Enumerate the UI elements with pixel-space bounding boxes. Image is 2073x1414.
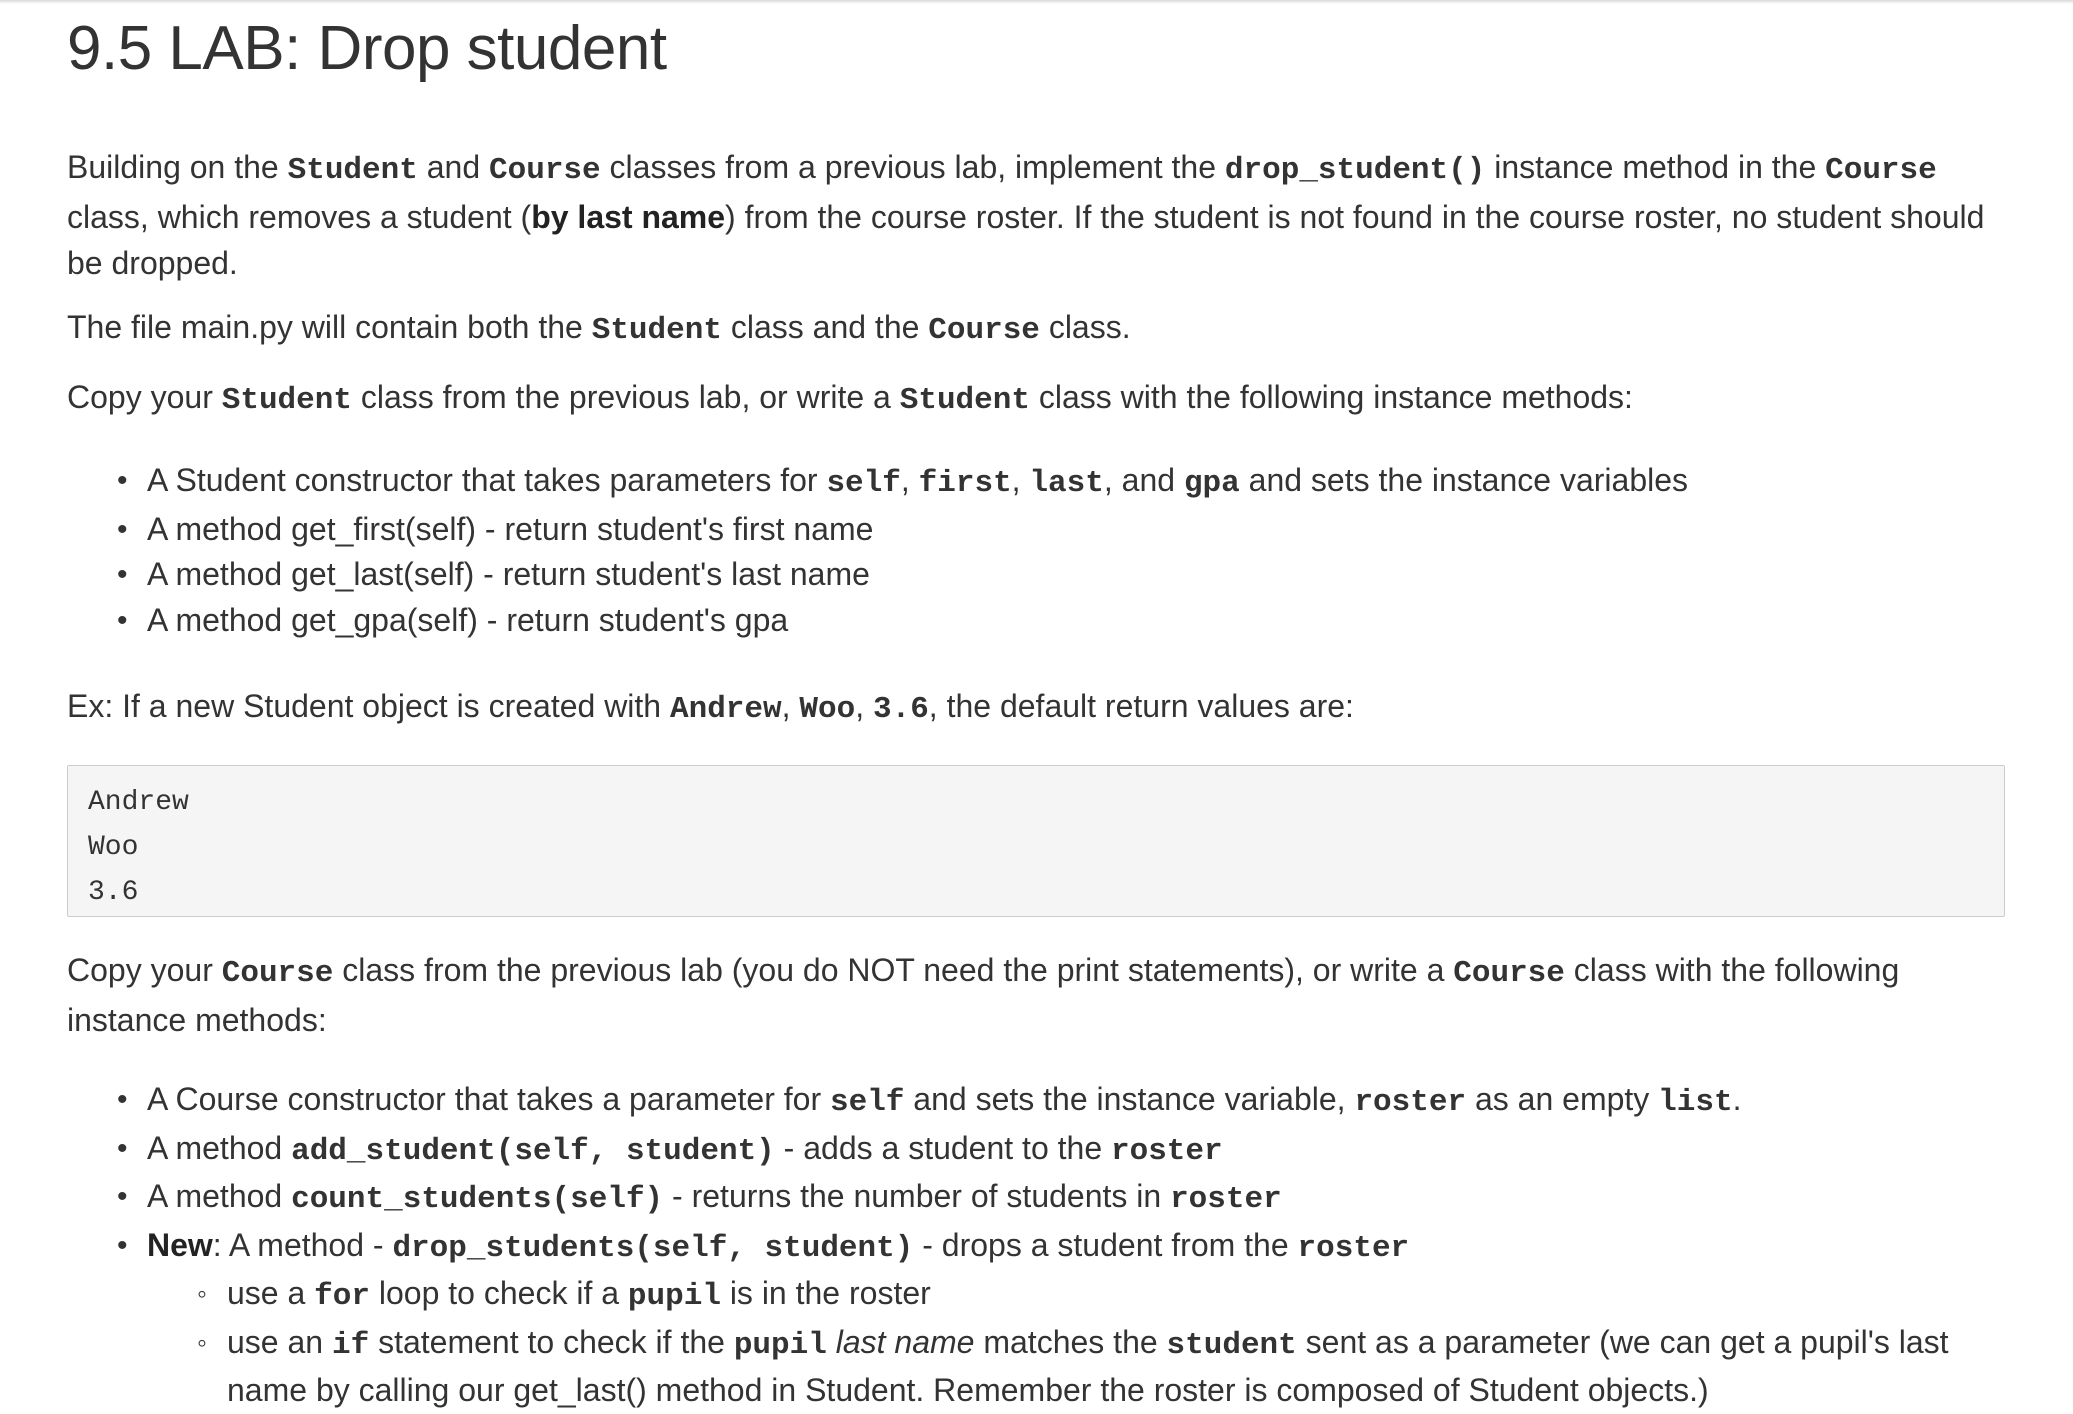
code-course: Course xyxy=(489,153,601,188)
code-course: Course xyxy=(928,313,1040,348)
list-item: • A method add_student(self, student) - adds a student to the roster xyxy=(147,1126,2007,1175)
list-item: • A method get_last(self) - return student's last name xyxy=(147,552,2007,598)
code-student: Student xyxy=(899,383,1030,418)
code-course: Course xyxy=(1825,153,1937,188)
lab-content xyxy=(67,0,2007,1414)
bold-by-last-name: by last name xyxy=(531,199,726,235)
code-course: Course xyxy=(221,956,334,991)
list-item: • A method count_students(self) - returns the number of students in roster xyxy=(147,1174,2007,1223)
file-note-paragraph: The file main.py will contain both the Student class and the Course class. xyxy=(67,309,1131,348)
code-course: Course xyxy=(1453,956,1565,991)
code-line: 3.6 xyxy=(88,877,139,908)
copy-course-paragraph: Copy your Course class from the previous lab (you do NOT need the print statements), or write a Course class with the following instance methods: xyxy=(67,952,1900,1038)
drop-students-sublist xyxy=(147,1271,2007,1414)
list-item: • A method get_gpa(self) - return student's gpa xyxy=(147,598,2007,644)
code-student: Student xyxy=(221,383,352,418)
list-item: • A Student constructor that takes parameters for self, first, last, and gpa and sets the instance variables xyxy=(147,458,2007,507)
example-paragraph: Ex: If a new Student object is created with Andrew, Woo, 3.6, the default return values are: xyxy=(67,688,1354,727)
bold-new: New xyxy=(147,1226,213,1263)
intro-paragraph: Building on the Student and Course classes from a previous lab, implement the drop_student() instance method in the Course class, which removes a student (by last name) from the course roster. If the student is not found in the course roster, no student should be dropped. xyxy=(67,149,1985,281)
sub-list-item: ◦ use an if statement to check if the pupil last name matches the student sent as a parameter (we can get a pupil's last name by calling our get_last() method in Student. Remember the roster is composed of Student objects.) xyxy=(227,1320,2007,1414)
copy-student-paragraph: Copy your Student class from the previous lab, or write a Student class with the following instance methods: xyxy=(67,379,1633,418)
list-item: • A method get_first(self) - return student's first name xyxy=(147,507,2007,553)
list-item: • A Course constructor that takes a parameter for self and sets the instance variable, roster as an empty list. xyxy=(147,1077,2007,1126)
list-item: • New: A method - drop_students(self, student) - drops a student from the roster ◦ use a for loop to check if a pupil is in the roster ◦ use an if statement to check if the pupil last name matches the student sent as a parameter (we can get a pupil's last name by calling our get_last() method in Student. Remember the roster is composed of Student objects.) xyxy=(147,1223,2007,1414)
code-line: Woo xyxy=(88,832,139,863)
code-line: Andrew xyxy=(88,787,189,818)
code-student: Student xyxy=(591,313,722,348)
code-student: Student xyxy=(287,153,418,188)
page-title: 9.5 LAB: Drop student xyxy=(67,14,667,83)
code-drop-student: drop_student() xyxy=(1224,153,1486,188)
code-output-block xyxy=(67,765,2005,917)
italic-last-name: last name xyxy=(835,1323,975,1360)
student-methods-list xyxy=(67,458,2007,643)
course-methods-list xyxy=(67,1077,2007,1414)
sub-list-item: ◦ use a for loop to check if a pupil is in the roster xyxy=(227,1271,2007,1320)
